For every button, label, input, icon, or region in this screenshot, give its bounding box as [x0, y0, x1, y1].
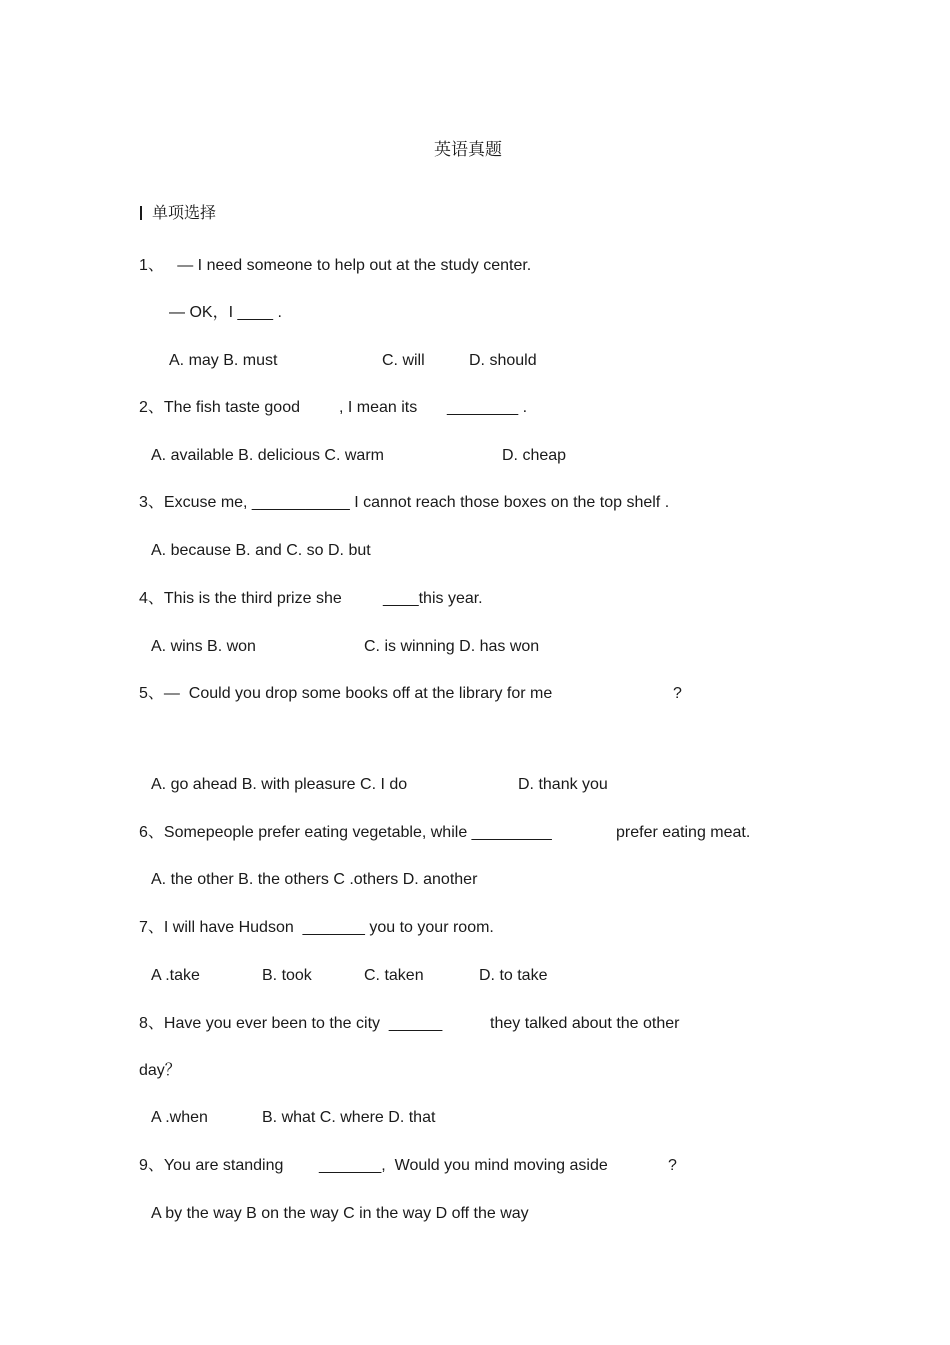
- question-2-blank: ________ .: [447, 399, 528, 416]
- question-7-line-1: 7、I will have Hudson _______ you to your room.: [139, 919, 494, 936]
- question-1-line-2: — OK，I ____ .: [169, 304, 282, 321]
- question-9-part-1: 9、You are standing: [139, 1157, 284, 1174]
- question-4-part-1: 4、This is the third prize she: [139, 590, 342, 607]
- section-heading: [140, 203, 216, 224]
- section-heading-text: 单项选择: [152, 203, 217, 222]
- question-1-option-d: D. should: [469, 352, 537, 369]
- question-9-options: A by the way B on the way C in the way D off the way: [151, 1205, 529, 1222]
- question-6-part-2: prefer eating meat.: [616, 824, 751, 841]
- question-2-option-abc: A. available B. delicious C. warm: [151, 447, 384, 464]
- question-1-option-ab: A. may B. must: [169, 352, 278, 369]
- question-2-part-2: , I mean its: [339, 399, 418, 416]
- question-7-option-b: B. took: [262, 967, 312, 984]
- question-5-question-mark: ?: [673, 685, 682, 702]
- question-1-option-c: C. will: [382, 352, 425, 369]
- question-2-option-d: D. cheap: [502, 447, 567, 464]
- question-5-option-d: D. thank you: [518, 776, 608, 793]
- question-6-options: A. the other B. the others C .others D. another: [151, 871, 478, 888]
- question-3-options: A. because B. and C. so D. but: [151, 542, 371, 559]
- question-8-part-1: 8、Have you ever been to the city ______: [139, 1015, 443, 1032]
- question-8-line-2: day？: [139, 1062, 181, 1079]
- question-8-part-2: they talked about the other: [490, 1015, 680, 1032]
- question-4-option-cd: C. is winning D. has won: [364, 638, 540, 655]
- question-4-part-2: ____this year.: [383, 590, 483, 607]
- question-7-option-d: D. to take: [479, 967, 548, 984]
- question-9-question-mark: ?: [668, 1157, 677, 1174]
- question-3-line-1: 3、Excuse me, ___________ I cannot reach those boxes on the top shelf .: [139, 494, 670, 511]
- page-title: 英语真题: [434, 140, 502, 160]
- question-5-option-abc: A. go ahead B. with pleasure C. I do: [151, 776, 408, 793]
- question-7-option-c: C. taken: [364, 967, 424, 984]
- question-5-line-1: 5、— Could you drop some books off at the library for me: [139, 685, 553, 702]
- question-6-part-1: 6、Somepeople prefer eating vegetable, while _________: [139, 824, 552, 841]
- question-2-part-1: 2、The fish taste good: [139, 399, 300, 416]
- question-1-line-1: 1、 — I need someone to help out at the study center.: [139, 257, 532, 274]
- question-9-part-2: _______, Would you mind moving aside: [319, 1157, 608, 1174]
- question-7-option-a: A .take: [151, 967, 200, 984]
- question-4-option-ab: A. wins B. won: [151, 638, 256, 655]
- question-8-option-a: A .when: [151, 1109, 208, 1126]
- question-8-option-bcd: B. what C. where D. that: [262, 1109, 436, 1126]
- section-marker: [140, 206, 142, 220]
